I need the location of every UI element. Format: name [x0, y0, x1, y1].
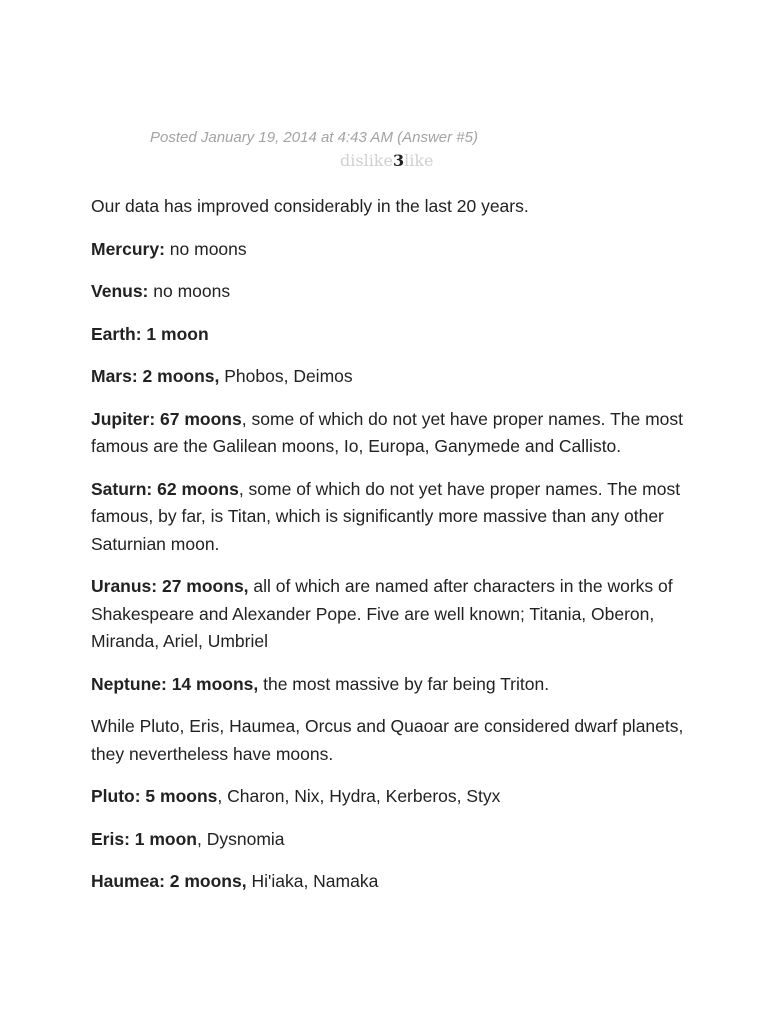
post-meta: Posted January 19, 2014 at 4:43 AM (Answer #5)	[150, 129, 478, 146]
planet-label: Uranus: 27 moons,	[91, 576, 249, 596]
planet-earth	[91, 321, 691, 349]
planet-detail: , Charon, Nix, Hydra, Kerberos, Styx	[217, 786, 501, 806]
dwarf-planets-intro: While Pluto, Eris, Haumea, Orcus and Quaoar are considered dwarf planets, they nevertheless have moons.	[91, 716, 684, 764]
planet-detail: , Dysnomia	[197, 828, 285, 849]
planet-detail: no moons	[164, 238, 247, 259]
dwarf-pluto	[91, 783, 691, 811]
dislike-button[interactable]: dislike	[340, 151, 393, 170]
planet-saturn	[91, 476, 691, 559]
planet-venus	[91, 278, 691, 306]
planet-mercury	[91, 236, 691, 264]
planet-detail: no moons	[148, 281, 231, 301]
dwarf-haumea	[91, 868, 691, 896]
like-button[interactable]: like	[404, 151, 434, 170]
planet-detail: Phobos, Deimos	[219, 366, 353, 386]
planet-mars	[91, 363, 691, 391]
planet-label: Venus:	[91, 281, 149, 301]
planet-detail: the most massive by far being Triton.	[258, 673, 550, 694]
vote-score: 3	[392, 151, 405, 170]
planet-jupiter	[91, 406, 691, 461]
planet-label: Neptune: 14 moons,	[91, 673, 259, 694]
planet-label: Mars: 2 moons,	[91, 366, 220, 386]
planet-label: Haumea: 2 moons,	[91, 871, 247, 891]
planet-neptune	[91, 671, 691, 699]
planet-detail: all of which are named after characters in the works of Shakespeare and Alexander Pope. Five are well known; Titania, Oberon, Miranda, Ariel, Umbriel	[91, 576, 673, 651]
dwarf-eris	[91, 826, 691, 854]
planet-detail: , some of which do not yet have proper names. The most famous are the Galilean moons, Io, Europa, Ganymede and Callisto.	[91, 408, 684, 456]
planet-label: Saturn: 62 moons	[91, 478, 239, 499]
answer-intro: Our data has improved considerably in the last 20 years.	[91, 196, 529, 216]
planet-detail: Hi'iaka, Namaka	[246, 871, 379, 891]
planet-label: Mercury:	[91, 238, 165, 259]
answer-body	[91, 193, 691, 911]
planet-detail: , some of which do not yet have proper names. The most famous, by far, is Titan, which is significantly more massive than any other Saturnian moon.	[91, 478, 681, 554]
planet-label: Jupiter: 67 moons	[91, 408, 242, 429]
planet-label: Earth: 1 moon	[91, 323, 209, 344]
planet-uranus	[91, 573, 691, 656]
planet-label: Pluto: 5 moons	[91, 786, 218, 806]
planet-label: Eris: 1 moon	[91, 828, 197, 849]
vote-widget	[340, 151, 434, 170]
